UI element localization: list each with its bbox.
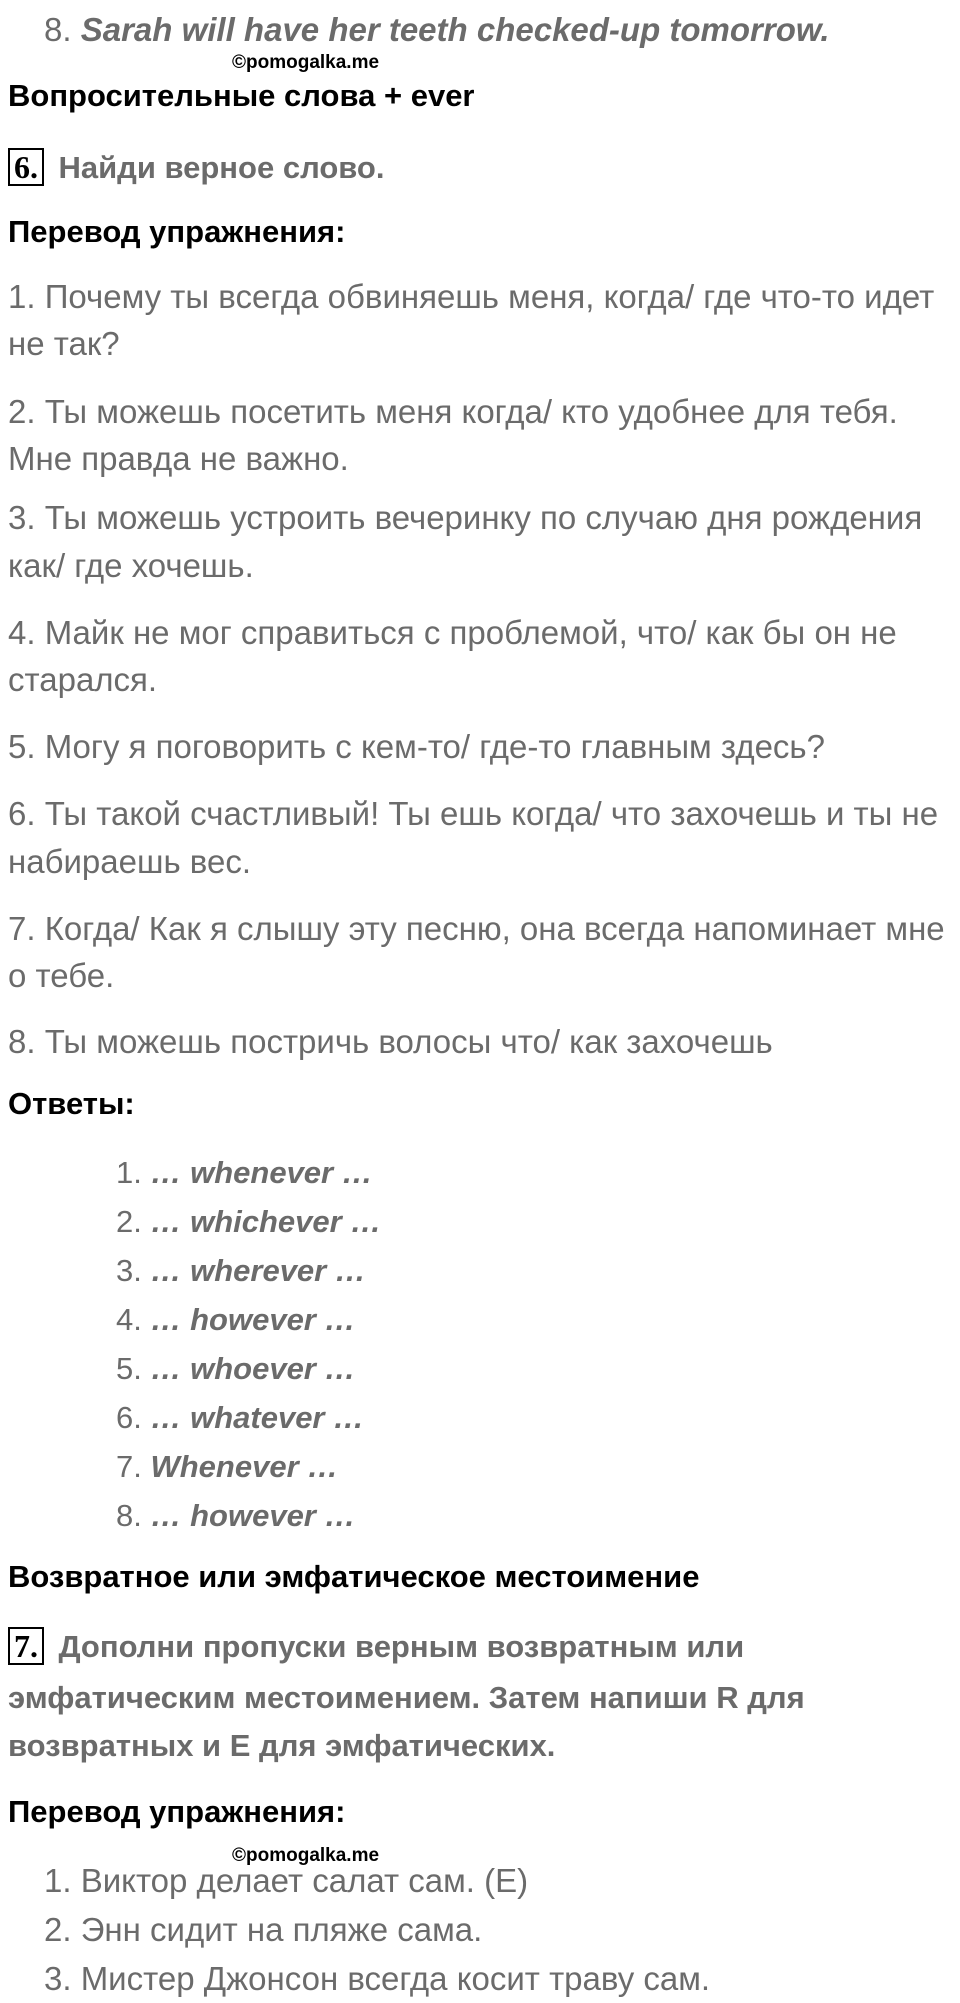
answer-item (116, 1197, 381, 1246)
answer-number: 3. (116, 1253, 142, 1288)
answer-number: 5. (116, 1351, 142, 1386)
answers-list (116, 1148, 381, 1540)
translation-line: старался. (8, 661, 158, 698)
answers-heading: Ответы: (8, 1086, 135, 1121)
answer-text: … however … (150, 1498, 356, 1533)
translation-line: 2. Ты можешь посетить меня когда/ кто удобнее для тебя. (8, 393, 898, 430)
translation-line: о тебе. (8, 957, 115, 994)
watermark-top: ©pomogalka.me (232, 52, 380, 73)
answer-number: 8. (116, 1498, 142, 1533)
translation-line: 5. Могу я поговорить с кем-то/ где-то главным здесь? (8, 728, 825, 765)
prev-answer-number: 8. (44, 11, 72, 48)
translation-line: 6. Ты такой счастливый! Ты ешь когда/ что захочешь и ты не (8, 795, 939, 832)
answer-text: … whichever … (150, 1204, 382, 1239)
exercise-7-number: 7. (8, 1627, 44, 1665)
section-heading-wh-ever: Вопросительные слова + ever (8, 78, 475, 113)
translation-line: как/ где хочешь. (8, 547, 254, 584)
prev-answer-line (44, 6, 830, 54)
translation-line: 8. Ты можешь постричь волосы что/ как захочешь (8, 1023, 773, 1060)
exercise-7-task-line: эмфатическим местоимением. Затем напиши R для (8, 1680, 805, 1715)
exercise-7-line: 3. Мистер Джонсон всегда косит траву сам. (44, 1960, 711, 1997)
exercise-6-task (8, 148, 384, 186)
exercise-7-task (8, 1627, 744, 1665)
exercise-6-translation-heading: Перевод упражнения: (8, 214, 346, 249)
answer-item (116, 1295, 381, 1344)
exercise-7-translation-heading: Перевод упражнения: (8, 1794, 346, 1829)
translation-line: не так? (8, 325, 120, 362)
answer-item (116, 1344, 381, 1393)
answer-text: … whoever … (150, 1351, 356, 1386)
exercise-7-task-line: возвратных и E для эмфатических. (8, 1728, 556, 1763)
exercise-6-task-text: Найди верное слово. (58, 150, 385, 185)
watermark-bottom: ©pomogalka.me (232, 1845, 380, 1866)
answer-number: 4. (116, 1302, 142, 1337)
translation-line: 1. Почему ты всегда обвиняешь меня, когда/ где что-то идет (8, 278, 935, 315)
translation-line: 4. Майк не мог справиться с проблемой, что/ как бы он не (8, 614, 897, 651)
prev-answer-text: Sarah will have her teeth checked-up tomorrow. (80, 11, 830, 48)
answer-item (116, 1148, 381, 1197)
translation-line: набираешь вес. (8, 843, 251, 880)
exercise-7-line: 2. Энн сидит на пляже сама. (44, 1911, 483, 1948)
translation-line: Мне правда не важно. (8, 440, 349, 477)
translation-line: 7. Когда/ Как я слышу эту песню, она всегда напоминает мне (8, 910, 945, 947)
exercise-6-number: 6. (8, 148, 44, 186)
answer-number: 6. (116, 1400, 142, 1435)
answer-number: 1. (116, 1155, 142, 1190)
exercise-7-task-line: Дополни пропуски верным возвратным или (58, 1629, 745, 1664)
answer-item (116, 1393, 381, 1442)
section-heading-reflexive: Возвратное или эмфатическое местоимение (8, 1559, 700, 1594)
answer-text: … wherever … (150, 1253, 366, 1288)
answer-text: … whatever … (150, 1400, 365, 1435)
answer-number: 7. (116, 1449, 142, 1484)
answer-item (116, 1246, 381, 1295)
exercise-7-line: 1. Виктор делает салат сам. (Е) (44, 1862, 529, 1899)
answer-text: … whenever … (150, 1155, 373, 1190)
answer-text: Whenever … (150, 1449, 339, 1484)
translation-line: 3. Ты можешь устроить вечеринку по случаю дня рождения (8, 499, 923, 536)
answer-text: … however … (150, 1302, 356, 1337)
answer-number: 2. (116, 1204, 142, 1239)
answer-item (116, 1442, 381, 1491)
answer-item (116, 1491, 381, 1540)
